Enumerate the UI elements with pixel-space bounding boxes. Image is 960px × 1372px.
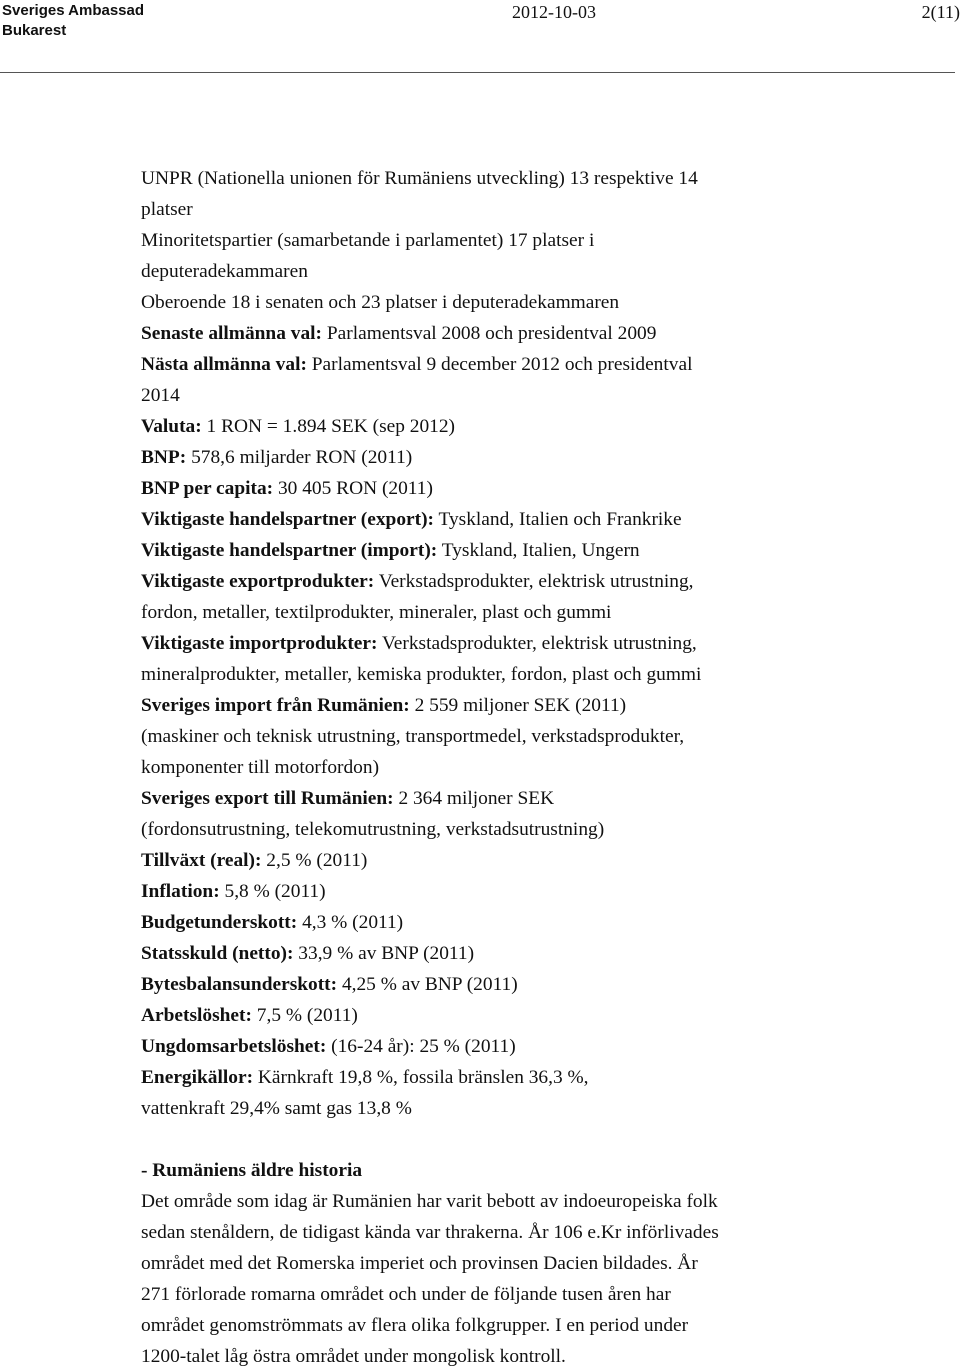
text-line — [141, 504, 911, 535]
field-value: området genomströmmats av flera olika folkgrupper. I en period under — [141, 1315, 689, 1336]
text-line — [141, 163, 911, 194]
text-line — [141, 318, 911, 349]
text-line — [141, 411, 911, 442]
text-line — [141, 1093, 911, 1124]
field-value: 578,6 miljarder RON (2011) — [186, 447, 413, 468]
text-line — [141, 566, 911, 597]
field-value: (16-24 år): 25 % (2011) — [326, 1036, 516, 1057]
field-value: 2 364 miljoner SEK — [393, 788, 555, 809]
field-label: Statsskuld (netto): — [141, 943, 294, 964]
text-line — [141, 194, 911, 225]
field-label: Valuta: — [141, 416, 202, 437]
text-line — [141, 535, 911, 566]
field-value: mineralprodukter, metaller, kemiska produkter, fordon, plast och gummi — [141, 664, 702, 685]
field-value: komponenter till motorfordon) — [141, 757, 380, 778]
field-value: 7,5 % (2011) — [251, 1005, 358, 1026]
field-value: (maskiner och teknisk utrustning, transportmedel, verkstadsprodukter, — [141, 726, 685, 747]
text-line — [141, 969, 911, 1000]
text-line — [141, 1341, 911, 1372]
field-value: platser — [141, 199, 193, 220]
text-line — [141, 349, 911, 380]
field-value: 1200-talet låg östra området under mongolisk kontroll. — [141, 1346, 566, 1367]
text-line — [141, 721, 911, 752]
field-value: fordon, metaller, textilprodukter, mineraler, plast och gummi — [141, 602, 612, 623]
text-line — [141, 1217, 911, 1248]
field-label: BNP: — [141, 447, 187, 468]
text-line — [141, 380, 911, 411]
field-value: Parlamentsval 2008 och presidentval 2009 — [322, 323, 657, 344]
field-value: Parlamentsval 9 december 2012 och presidentval — [306, 354, 693, 375]
field-label: Sveriges export till Rumänien: — [141, 788, 394, 809]
field-value: UNPR (Nationella unionen för Rumäniens utveckling) 13 respektive 14 — [141, 168, 698, 189]
text-line — [141, 225, 911, 256]
field-value: vattenkraft 29,4% samt gas 13,8 % — [141, 1098, 412, 1119]
text-line — [141, 1155, 911, 1186]
embassy-name — [2, 1, 144, 41]
text-line — [141, 628, 911, 659]
text-line — [141, 597, 911, 628]
field-label: Viktigaste importprodukter: — [141, 633, 378, 654]
text-line — [141, 690, 911, 721]
text-line — [141, 1186, 911, 1217]
paragraph-gap — [141, 1124, 911, 1155]
field-value: 271 förlorade romarna området och under de följande tusen åren har — [141, 1284, 671, 1305]
text-line — [141, 659, 911, 690]
field-value: Tyskland, Italien och Frankrike — [434, 509, 682, 530]
text-line — [141, 1248, 911, 1279]
page-header — [0, 0, 960, 74]
embassy-line-1: Sveriges Ambassad — [2, 2, 145, 19]
text-line — [141, 1279, 911, 1310]
field-value: Det område som idag är Rumänien har varit bebott av indoeuropeiska folk — [141, 1191, 718, 1212]
text-line — [141, 256, 911, 287]
text-line — [141, 442, 911, 473]
field-label: Budgetunderskott: — [141, 912, 298, 933]
text-line — [141, 1031, 911, 1062]
text-line — [141, 783, 911, 814]
text-line — [141, 473, 911, 504]
field-label: Inflation: — [141, 881, 220, 902]
text-line — [141, 1000, 911, 1031]
field-label: Arbetslöshet: — [141, 1005, 252, 1026]
field-label: Viktigaste handelspartner (import): — [141, 540, 438, 561]
field-label: Tillväxt (real): — [141, 850, 262, 871]
text-line — [141, 1062, 911, 1093]
field-value: Verkstadsprodukter, elektrisk utrustning, — [377, 633, 697, 654]
embassy-line-2: Bukarest — [2, 22, 67, 39]
field-value: deputeradekammaren — [141, 261, 308, 282]
field-label: Nästa allmänna val: — [141, 354, 307, 375]
header-divider — [0, 72, 955, 73]
field-value: Kärnkraft 19,8 %, fossila bränslen 36,3 %, — [253, 1067, 589, 1088]
text-line — [141, 287, 911, 318]
field-label: Ungdomsarbetslöshet: — [141, 1036, 327, 1057]
field-value: (fordonsutrustning, telekomutrustning, verkstadsutrustning) — [141, 819, 605, 840]
field-label: Bytesbalansunderskott: — [141, 974, 338, 995]
field-value: Tyskland, Italien, Ungern — [437, 540, 640, 561]
field-value: Oberoende 18 i senaten och 23 platser i deputeradekammaren — [141, 292, 620, 313]
text-line — [141, 814, 911, 845]
field-value: 2014 — [141, 385, 180, 406]
field-value: 33,9 % av BNP (2011) — [293, 943, 475, 964]
field-label: Energikällor: — [141, 1067, 254, 1088]
field-value: Minoritetspartier (samarbetande i parlamentet) 17 platser i — [141, 230, 595, 251]
document-date: 2012-10-03 — [512, 2, 596, 22]
field-value: Verkstadsprodukter, elektrisk utrustning, — [374, 571, 694, 592]
field-value: 4,3 % (2011) — [297, 912, 404, 933]
field-value: 30 405 RON (2011) — [273, 478, 433, 499]
text-line — [141, 752, 911, 783]
field-label: Senaste allmänna val: — [141, 323, 322, 344]
field-label: BNP per capita: — [141, 478, 274, 499]
text-line — [141, 845, 911, 876]
document-body — [141, 163, 911, 1372]
text-line — [141, 907, 911, 938]
field-value: 2,5 % (2011) — [261, 850, 368, 871]
field-value: 5,8 % (2011) — [219, 881, 326, 902]
text-line — [141, 938, 911, 969]
field-value: området med det Romerska imperiet och provinsen Dacien bildades. År — [141, 1253, 698, 1274]
text-line — [141, 876, 911, 907]
page-number: 2(11) — [921, 2, 960, 22]
field-label: Viktigaste handelspartner (export): — [141, 509, 434, 530]
field-label: Sveriges import från Rumänien: — [141, 695, 410, 716]
field-value: 2 559 miljoner SEK (2011) — [409, 695, 627, 716]
field-label: Viktigaste exportprodukter: — [141, 571, 375, 592]
text-line — [141, 1310, 911, 1341]
field-value: sedan stenåldern, de tidigast kända var thrakerna. År 106 e.Kr införlivades — [141, 1222, 719, 1243]
field-value: 4,25 % av BNP (2011) — [337, 974, 518, 995]
field-label: - Rumäniens äldre historia — [141, 1160, 363, 1181]
field-value: 1 RON = 1.894 SEK (sep 2012) — [201, 416, 456, 437]
